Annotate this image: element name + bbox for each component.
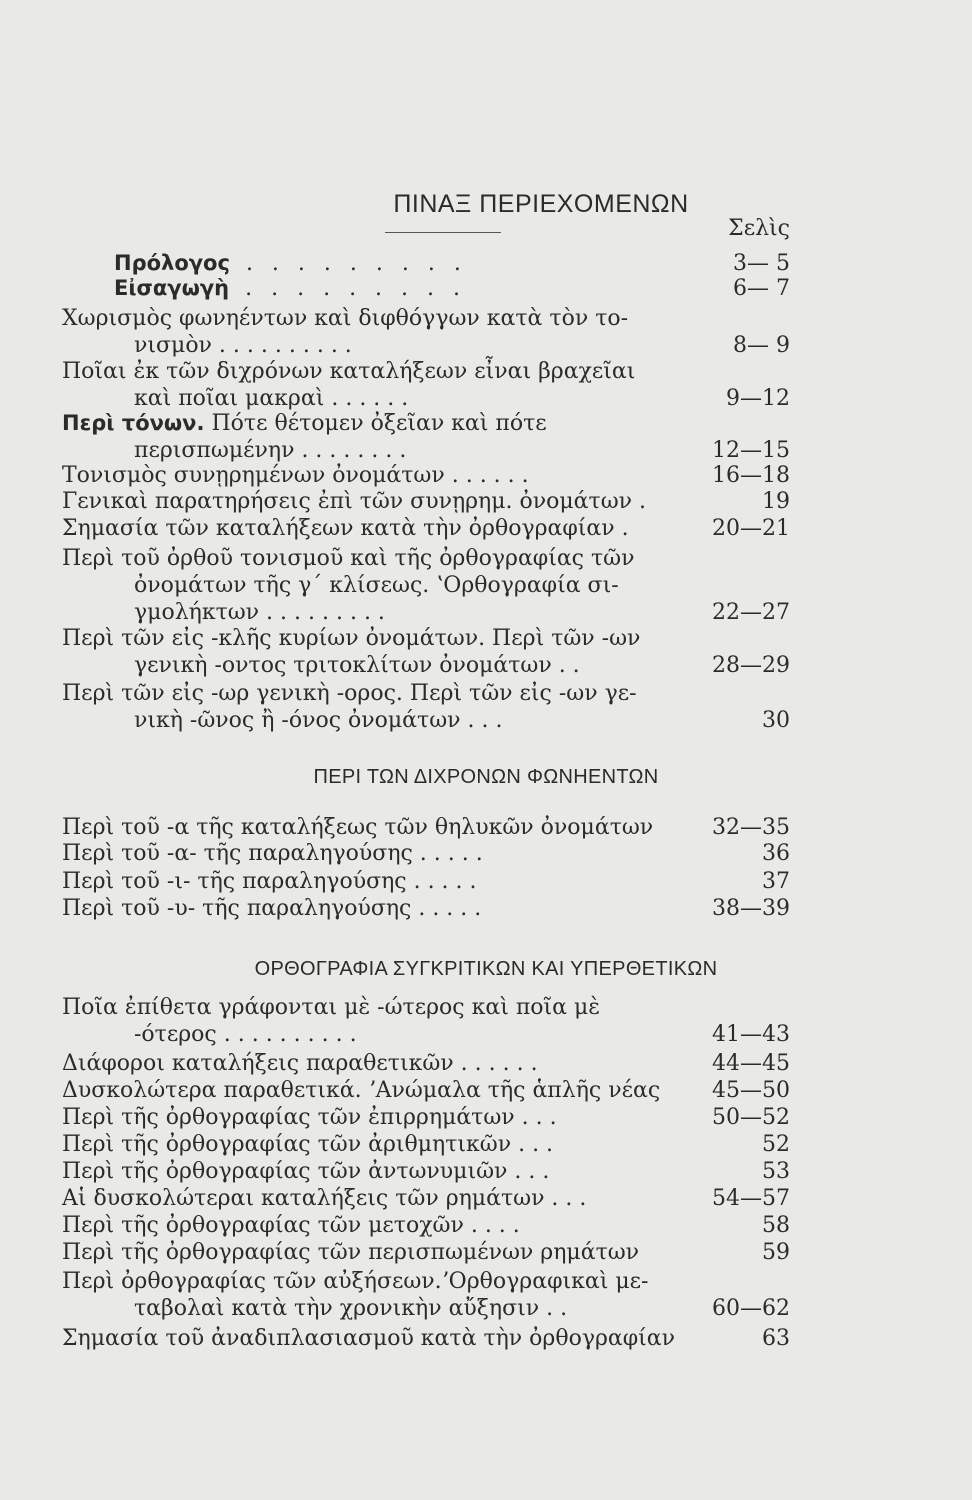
toc-entry xyxy=(62,462,790,489)
toc-entry-line xyxy=(62,599,790,626)
toc-page-number: 53 xyxy=(762,1159,790,1184)
toc-entry-line xyxy=(62,462,790,489)
toc-entry-line xyxy=(62,1325,790,1352)
toc-page-number: 50—52 xyxy=(712,1105,790,1130)
toc-entry-text: Δυσκολώτερα παραθετικά. ʼΑνώμαλα τῆς ἁπλῆς νέας xyxy=(62,1078,661,1103)
toc-entry-text: Τονισμὸς συνῃρημένων ὀνομάτων . . . . . . xyxy=(62,463,529,488)
toc-page-number: 41—43 xyxy=(712,1022,790,1047)
toc-entry-text: ταβολαὶ κατὰ τὴν χρονικὴν αὔξησιν . . xyxy=(134,1296,568,1321)
toc-entry xyxy=(62,994,790,1048)
toc-entry-text xyxy=(62,410,547,437)
toc-page-number: 32—35 xyxy=(712,815,790,840)
toc-entry-bold-text: Εἰσαγωγὴ xyxy=(114,276,230,300)
section-heading-orthografia: ΟΡΘΟΓΡΑΦΙΑ ΣΥΓΚΡΙΤΙΚΩΝ ΚΑΙ ΥΠΕΡΘΕΤΙΚΩΝ xyxy=(254,958,718,980)
title-underline xyxy=(385,232,501,233)
toc-entry-text: νικὴ -ῶνος ἢ -όνος ὀνομάτων . . . xyxy=(134,708,503,733)
toc-entry xyxy=(62,1131,790,1158)
toc-entry xyxy=(62,895,790,922)
toc-entry-line xyxy=(62,814,790,841)
toc-entry-text: Περὶ ὀρθογραφίας τῶν αὐξήσεων.ʼΟρθογραφικαὶ με- xyxy=(62,1269,649,1294)
toc-page-number: 52 xyxy=(762,1132,790,1157)
toc-entry-line xyxy=(62,1239,790,1266)
toc-entry-line xyxy=(62,1021,790,1048)
toc-entry-text xyxy=(114,275,466,302)
toc-entry-text: Γενικαὶ παρατηρήσεις ἐπὶ τῶν συνῃρημ. ὀνομάτων . xyxy=(62,489,647,514)
toc-entry xyxy=(62,515,790,542)
toc-leader-dots: . . . . . . . . . xyxy=(245,276,467,301)
page-column-header: Σελὶς xyxy=(728,216,790,241)
toc-entry xyxy=(62,1212,790,1239)
toc-entry-bold-text: Πρόλογος xyxy=(114,251,230,275)
toc-page-number: 37 xyxy=(762,869,790,894)
toc-page-number: 22—27 xyxy=(712,600,790,625)
toc-page-number: 63 xyxy=(762,1326,790,1351)
toc-entry-line xyxy=(62,572,790,599)
toc-entry-text: νισμὸν . . . . . . . . . . xyxy=(134,333,352,358)
toc-entry-text: γμολήκτων . . . . . . . . . xyxy=(134,600,385,625)
toc-page-number: 28—29 xyxy=(712,653,790,678)
toc-entry xyxy=(62,814,790,841)
toc-entry-text: ὀνομάτων τῆς γ΄ κλίσεως. ʽΟρθογραφία σι- xyxy=(134,573,619,598)
toc-entry-line xyxy=(62,305,790,332)
page-title: ΠΙΝΑΞ ΠΕΡΙΕΧΟΜΕΝΩΝ xyxy=(393,190,689,218)
toc-entry xyxy=(62,1239,790,1266)
toc-entry-text: καὶ ποῖαι μακραὶ . . . . . . xyxy=(134,386,409,411)
toc-entry-line xyxy=(62,625,790,652)
toc-entry-line xyxy=(62,1185,790,1212)
toc-entry xyxy=(62,1158,790,1185)
toc-entry-bold-text: Περὶ τόνων. xyxy=(62,411,205,435)
toc-entry-line xyxy=(62,1212,790,1239)
toc-entry xyxy=(62,1325,790,1352)
toc-entry-line xyxy=(62,652,790,679)
toc-entry xyxy=(62,1185,790,1212)
toc-entry-text: Περὶ τῆς ὀρθογραφίας τῶν ἐπιρρημάτων . . . xyxy=(62,1105,557,1130)
toc-entry xyxy=(62,1268,790,1322)
toc-entry-line xyxy=(62,1077,790,1104)
toc-entry-line xyxy=(62,840,790,867)
toc-page-number: 16—18 xyxy=(712,463,790,488)
toc-entry-line xyxy=(62,332,790,359)
toc-page-number: 38—39 xyxy=(712,896,790,921)
toc-entry-text: Περὶ τοῦ -ι- τῆς παραληγούσης . . . . . xyxy=(62,869,477,894)
toc-page-number: 45—50 xyxy=(712,1078,790,1103)
toc-page-number: 8— 9 xyxy=(733,333,790,358)
section-heading-dichrona: ΠΕΡΙ ΤΩΝ ΔΙΧΡΟΝΩΝ ΦΩΝΗΕΝΤΩΝ xyxy=(313,766,659,788)
toc-entry-text: Περὶ τῆς ὀρθογραφίας τῶν ἀριθμητικῶν . . . xyxy=(62,1132,554,1157)
toc-entry-line xyxy=(62,1295,790,1322)
toc-entry-text: Περὶ τῆς ὀρθογραφίας τῶν ἀντωνυμιῶν . . . xyxy=(62,1159,550,1184)
toc-entry xyxy=(62,1050,790,1077)
toc-entry-text: Περὶ τοῦ -α- τῆς παραληγούσης . . . . . xyxy=(62,841,483,866)
toc-page-number: 36 xyxy=(762,841,790,866)
toc-entry-line xyxy=(62,1050,790,1077)
toc-entry xyxy=(62,358,790,412)
toc-entry-text: Περὶ τῆς ὀρθογραφίας τῶν περισπωμένων ρημάτων xyxy=(62,1240,640,1265)
toc-entry-line xyxy=(62,515,790,542)
toc-entry-text: Περὶ τοῦ -α τῆς καταλήξεως τῶν θηλυκῶν ὀνομάτων xyxy=(62,815,654,840)
toc-leader-dots: . . . . . . . . . xyxy=(245,251,467,276)
toc-page-number: 54—57 xyxy=(712,1186,790,1211)
toc-entry-text: Σημασία τοῦ ἀναδιπλασιασμοῦ κατὰ τὴν ὀρθογραφίαν xyxy=(62,1326,676,1351)
toc-entry xyxy=(62,680,790,734)
toc-page-number: 59 xyxy=(762,1240,790,1265)
toc-page-number: 30 xyxy=(762,708,790,733)
toc-entry-line xyxy=(62,680,790,707)
toc-page-number: 58 xyxy=(762,1213,790,1238)
toc-page-number: 6— 7 xyxy=(733,276,790,301)
toc-entry-line xyxy=(62,410,790,437)
toc-entry-rest-text: Πότε θέτομεν ὀξεῖαν καὶ πότε xyxy=(204,411,547,436)
toc-entry-line xyxy=(62,437,790,464)
toc-entry xyxy=(62,250,790,277)
toc-page-number: 60—62 xyxy=(712,1296,790,1321)
toc-entry-line xyxy=(62,275,790,302)
toc-entry-line xyxy=(62,868,790,895)
toc-entry-text: Διάφοροι καταλήξεις παραθετικῶν . . . . . . xyxy=(62,1051,538,1076)
toc-entry-line xyxy=(62,1158,790,1185)
toc-entry-text: Περὶ τῆς ὀρθογραφίας τῶν μετοχῶν . . . . xyxy=(62,1213,520,1238)
toc-entry xyxy=(62,840,790,867)
toc-page-number: 19 xyxy=(762,489,790,514)
toc-entry-text: Περὶ τοῦ ὀρθοῦ τονισμοῦ καὶ τῆς ὀρθογραφίας τῶν xyxy=(62,546,635,571)
toc-entry-text: Περὶ τῶν εἰς -κλῆς κυρίων ὀνομάτων. Περὶ τῶν -ων xyxy=(62,626,641,651)
toc-page-number: 3— 5 xyxy=(733,251,790,276)
toc-entry-text: Ποῖαι ἐκ τῶν διχρόνων καταλήξεων εἶναι βραχεῖαι xyxy=(62,359,636,384)
toc-page-number: 9—12 xyxy=(726,386,790,411)
toc-entry xyxy=(62,625,790,679)
toc-entry-text: Αἱ δυσκολώτεραι καταλήξεις τῶν ρημάτων . . . xyxy=(62,1186,587,1211)
toc-entry xyxy=(62,275,790,302)
toc-entry xyxy=(62,410,790,464)
toc-entry-line xyxy=(62,994,790,1021)
toc-entry-line xyxy=(62,1131,790,1158)
toc-entry-text: Περὶ τῶν εἰς -ωρ γενικὴ -ορος. Περὶ τῶν εἰς -ων γε- xyxy=(62,681,637,706)
toc-entry-text: -ότερος . . . . . . . . . . xyxy=(134,1022,357,1047)
toc-entry-line xyxy=(62,545,790,572)
toc-entry-text: Σημασία τῶν καταλήξεων κατὰ τὴν ὀρθογραφίαν . xyxy=(62,516,629,541)
toc-entry-text: περισπωμένην . . . . . . . . xyxy=(134,438,407,463)
toc-entry-line xyxy=(62,488,790,515)
toc-entry xyxy=(62,868,790,895)
toc-entry xyxy=(62,305,790,359)
toc-entry-line xyxy=(62,385,790,412)
toc-entry-line xyxy=(62,895,790,922)
toc-entry xyxy=(62,1077,790,1104)
toc-entry xyxy=(62,1104,790,1131)
toc-page-number: 44—45 xyxy=(712,1051,790,1076)
toc-entry-text xyxy=(114,250,467,277)
toc-entry-line xyxy=(62,707,790,734)
toc-entry-line xyxy=(62,1268,790,1295)
toc-entry-text: Ποῖα ἐπίθετα γράφονται μὲ -ώτερος καὶ ποῖα μὲ xyxy=(62,995,601,1020)
toc-entry-text: Χωρισμὸς φωνηέντων καὶ διφθόγγων κατὰ τὸν το- xyxy=(62,306,629,331)
toc-entry-line xyxy=(62,358,790,385)
toc-entry xyxy=(62,545,790,626)
toc-entry-line xyxy=(62,1104,790,1131)
toc-page-number: 12—15 xyxy=(712,438,790,463)
toc-page-number: 20—21 xyxy=(712,516,790,541)
toc-entry-text: γενικὴ -οντος τριτοκλίτων ὀνομάτων . . xyxy=(134,653,580,678)
toc-entry-line xyxy=(62,250,790,277)
toc-entry xyxy=(62,488,790,515)
toc-entry-text: Περὶ τοῦ -υ- τῆς παραληγούσης . . . . . xyxy=(62,896,482,921)
